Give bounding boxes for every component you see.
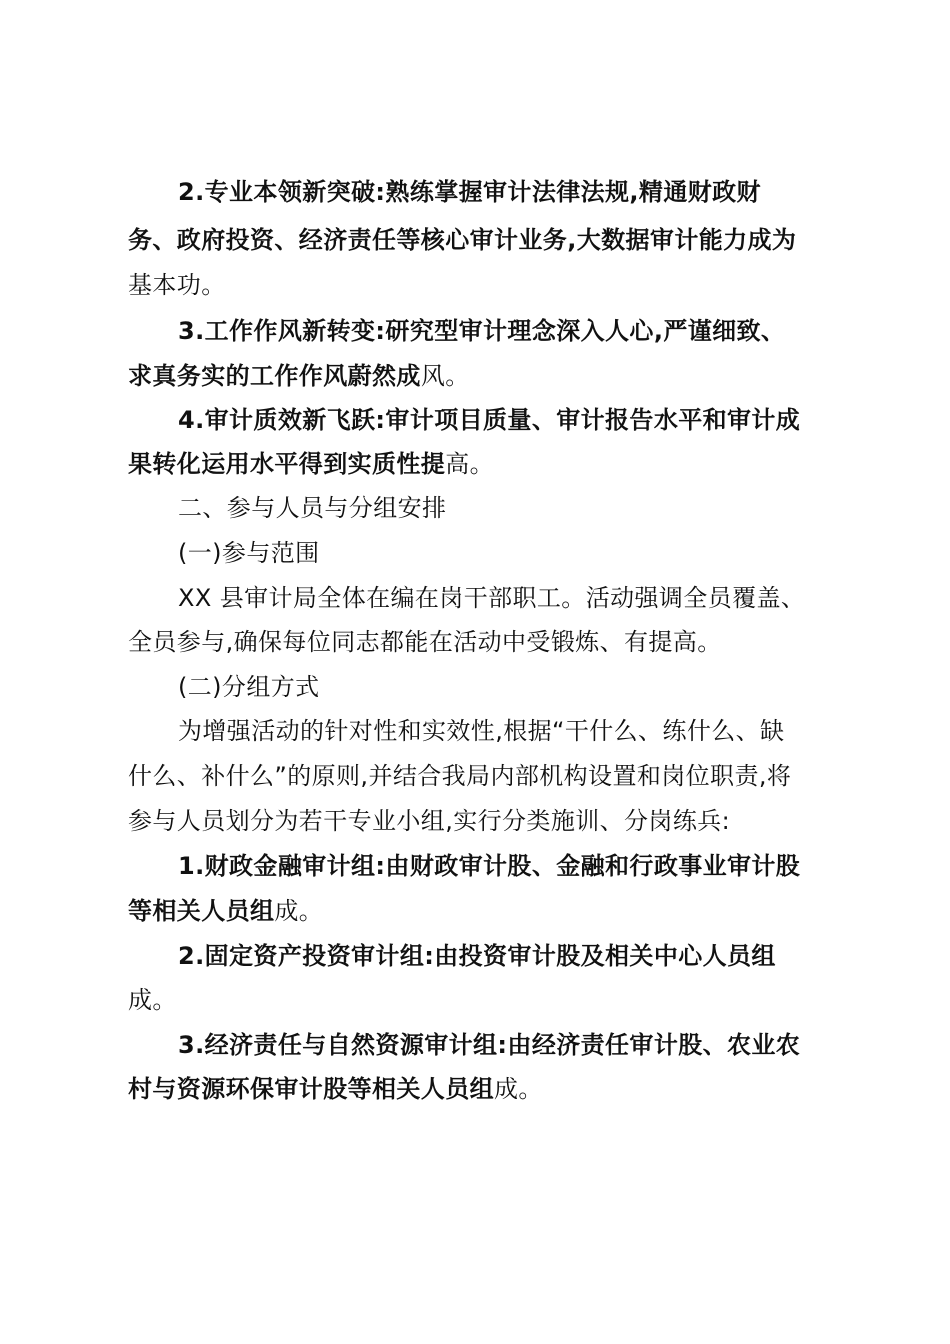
goal-2-line-2: 务、政府投资、经济责任等核心审计业务,大数据审计能力成为 <box>128 226 797 254</box>
group-3-line-2 <box>128 1073 543 1105</box>
grouping-intro-line-2: 什么、补什么”的原则,并结合我局内部机构设置和岗位职责,将 <box>128 762 792 790</box>
group-2-line-1: 2.固定资产投资审计组:由投资审计股及相关中心人员组 <box>178 942 776 970</box>
group-1-line-2 <box>128 895 323 927</box>
goal-2-line-3: 基本功。 <box>128 271 226 299</box>
goal-4-line-2 <box>128 448 494 480</box>
group-1-line-2-bold: 等相关人员组 <box>128 897 275 925</box>
goal-2-line-1: 2.专业本领新突破:熟练掌握审计法律法规,精通财政财 <box>178 178 761 206</box>
group-1-line-1: 1.财政金融审计组:由财政审计股、金融和行政事业审计股 <box>178 852 801 880</box>
goal-3-line-2 <box>128 360 470 392</box>
goal-4-line-2-bold: 果转化运用水平得到实质性提 <box>128 450 446 478</box>
grouping-intro-line-3: 参与人员划分为若干专业小组,实行分类施训、分岗练兵: <box>128 807 731 835</box>
group-3-line-1: 3.经济责任与自然资源审计组:由经济责任审计股、农业农 <box>178 1031 801 1059</box>
group-2-line-2: 成。 <box>128 986 177 1014</box>
scope-line-1: XX 县审计局全体在编在岗干部职工。活动强调全员覆盖、 <box>178 584 806 612</box>
goal-4-line-2-tail: 高。 <box>445 450 495 478</box>
grouping-intro-line-1: 为增强活动的针对性和实效性,根据“干什么、练什么、缺 <box>178 717 785 745</box>
subsection-1-heading: (一)参与范围 <box>178 539 320 567</box>
group-3-line-2-tail: 成。 <box>494 1075 543 1103</box>
group-1-line-2-tail: 成。 <box>274 897 324 925</box>
goal-3-line-2-bold: 求真务实的工作作风蔚然成 <box>128 362 421 390</box>
subsection-2-heading: (二)分组方式 <box>178 673 320 701</box>
goal-3-line-1: 3.工作作风新转变:研究型审计理念深入人心,严谨细致、 <box>178 317 786 345</box>
goal-4-line-1: 4.审计质效新飞跃:审计项目质量、审计报告水平和审计成 <box>178 406 801 434</box>
section-2-heading: 二、参与人员与分组安排 <box>178 494 447 522</box>
scope-line-2: 全员参与,确保每位同志都能在活动中受锻炼、有提高。 <box>128 628 722 656</box>
group-3-line-2-bold: 村与资源环保审计股等相关人员组 <box>128 1075 494 1103</box>
goal-3-line-2-tail: 风。 <box>420 362 470 390</box>
